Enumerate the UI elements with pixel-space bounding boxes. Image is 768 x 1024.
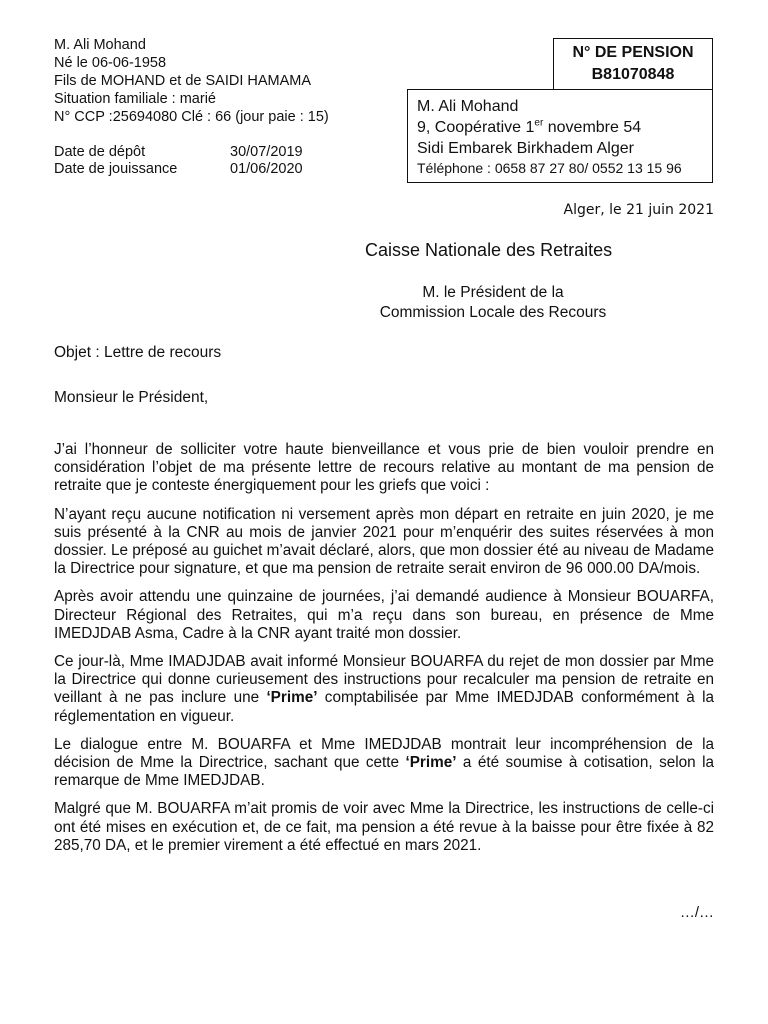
address-street-ordinal: er: [534, 117, 544, 129]
date-jouissance-row: [54, 161, 303, 178]
paragraph-5: [54, 736, 714, 791]
letter-subject: Objet : Lettre de recours: [54, 344, 222, 361]
letter-body: [54, 441, 714, 865]
date-depot-label: Date de dépôt: [54, 144, 146, 160]
address-city: Sidi Embarek Birkhadem Alger: [417, 140, 634, 157]
recipient-addressee: [365, 283, 621, 323]
pension-number: B81070848: [591, 66, 675, 83]
paragraph-4: [54, 653, 714, 726]
paragraph-5-prime: ‘Prime’: [405, 754, 457, 772]
recipient-organization: Caisse Nationale des Retraites: [365, 240, 613, 260]
sender-name: M. Ali Mohand: [54, 37, 146, 53]
paragraph-3: Après avoir attendu une quinzaine de journées, j’ai demandé audience à Monsieur BOUARFA, Directeur Régional des Retraites, qui m’a reçu dans son bureau, en présence de Mme IMEDJDAB Asma, Cadre à la CNR ayant traité mon dossier.: [54, 588, 714, 642]
paragraph-4-text-b: comptabilisée par Mme IMEDJDAB conformément à la réglementation en vigueur.: [54, 689, 714, 725]
place-and-date: Alger, le 21 juin 2021: [563, 202, 714, 218]
date-depot-value: 30/07/2019: [230, 144, 303, 160]
salutation: Monsieur le Président,: [54, 389, 209, 406]
date-jouissance-value: 01/06/2020: [230, 161, 303, 177]
recipient-line-1: M. le Président de la: [422, 284, 564, 301]
paragraph-5-text-b: a été soumise à cotisation, selon la remarque de Mme IMEDJDAB.: [54, 754, 714, 790]
date-depot-row: [54, 144, 303, 161]
recipient-line-2: Commission Locale des Recours: [379, 304, 607, 321]
paragraph-1: J’ai l’honneur de solliciter votre haute bienveillance et vous prie de bien vouloir prendre en considération l’objet de ma présente lettre de recours relative au montant de ma pension de retraite que je conteste énergiquement pour les griefs que voici :: [54, 441, 714, 495]
address-street-part2: novembre 54: [543, 119, 642, 136]
address-street: [417, 117, 712, 138]
paragraph-4-text-a: Ce jour-là, Mme IMADJDAB avait informé Monsieur BOUARFA du rejet de mon dossier par Mme la Directrice qui donne curieusement des instructions pour recalculer ma pension de retraite en veillant à ne pas inclure une: [54, 653, 714, 707]
sender-family-status: Situation familiale : marié: [54, 91, 216, 107]
paragraph-5-text-a: Le dialogue entre M. BOUARFA et Mme IMEDJDAB montrait leur incompréhension de la décision de Mme la Directrice, sachant que cette: [54, 735, 714, 772]
paragraph-6: Malgré que M. BOUARFA m’ait promis de voir avec Mme la Directrice, les instructions de celle-ci ont été mises en exécution et, de ce fait, ma pension a été revue à la baisse pour être fixée à 82 285,70 DA, et le premier virement a été effectué en mars 2021.: [54, 800, 714, 854]
date-jouissance-label: Date de jouissance: [54, 161, 178, 177]
continuation-mark: …/…: [679, 904, 714, 921]
sender-parents: Fils de MOHAND et de SAIDI HAMAMA: [54, 73, 312, 89]
sender-ccp: N° CCP :25694080 Clé : 66 (jour paie : 15): [54, 109, 329, 125]
pension-number-box: [553, 38, 713, 90]
sender-birthdate: Né le 06-06-1958: [54, 55, 167, 71]
dates-block: [54, 144, 303, 178]
paragraph-2: N’ayant reçu aucune notification ni versement après mon départ en retraite en juin 2020, je me suis présenté à la CNR au mois de janvier 2021 pour m’enquérir des suites réservées à mon dossier. Le préposé au guichet m’avait déclaré, alors, que mon dossier été au niveau de Madame la Directrice pour signature, et que ma pension de retraite serait environ de 96 000.00 DA/mois.: [54, 505, 714, 578]
sender-block: [54, 36, 329, 126]
pension-label: N° DE PENSION: [572, 44, 694, 61]
paragraph-4-prime: ‘Prime’: [266, 689, 318, 707]
address-name: M. Ali Mohand: [417, 98, 519, 115]
address-street-part1: 9, Coopérative 1: [417, 119, 535, 136]
address-box: [407, 89, 713, 183]
address-phone: Téléphone : 0658 87 27 80/ 0552 13 15 96: [417, 160, 682, 176]
